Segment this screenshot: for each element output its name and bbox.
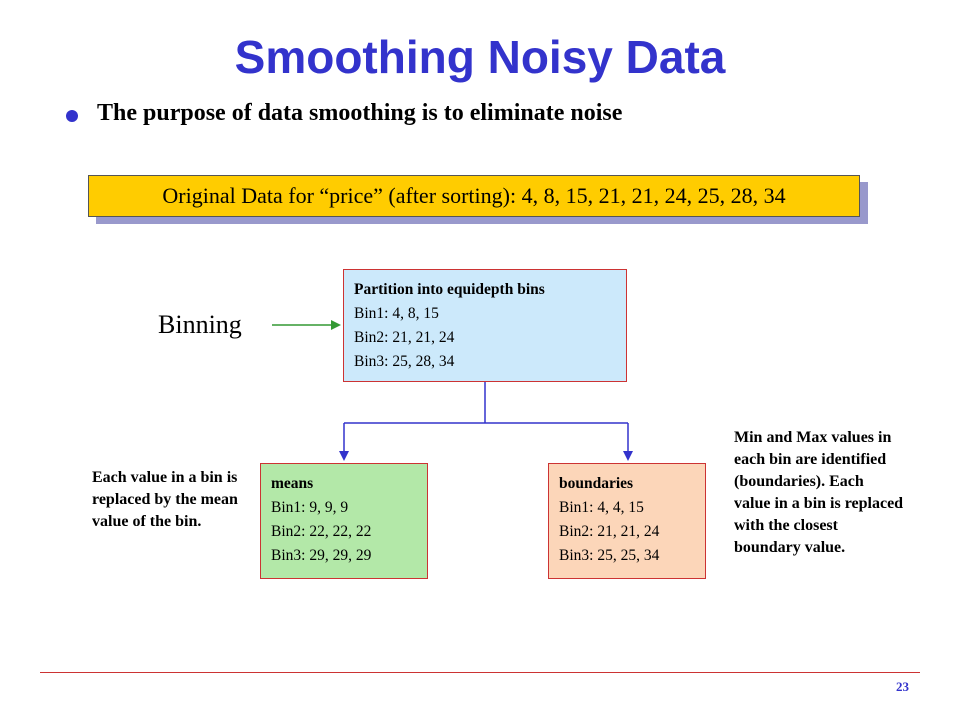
partition-bin1: Bin1: 4, 8, 15 — [354, 305, 439, 322]
means-header: means — [271, 475, 314, 492]
original-data-box: Original Data for “price” (after sorting): 4, 8, 15, 21, 21, 24, 25, 28, 34 — [88, 175, 860, 217]
page-number: 23 — [896, 679, 909, 694]
means-note: Each value in a bin is replaced by the mean value of the bin. — [92, 469, 238, 530]
partition-bin2: Bin2: 21, 21, 24 — [354, 329, 455, 346]
partition-box — [343, 269, 627, 382]
footer-divider — [40, 672, 920, 673]
bullet-text: The purpose of data smoothing is to eliminate noise — [97, 100, 623, 126]
partition-bin3: Bin3: 25, 28, 34 — [354, 353, 455, 370]
boundaries-box — [548, 463, 706, 579]
boundaries-header: boundaries — [559, 475, 634, 492]
slide-title: Smoothing Noisy Data — [234, 31, 726, 83]
partition-header: Partition into equidepth bins — [354, 281, 545, 298]
boundaries-bin1: Bin1: 4, 4, 15 — [559, 499, 644, 516]
means-bin3: Bin3: 29, 29, 29 — [271, 547, 372, 564]
means-box — [260, 463, 428, 579]
means-bin1: Bin1: 9, 9, 9 — [271, 499, 349, 516]
boundaries-bin2: Bin2: 21, 21, 24 — [559, 523, 660, 540]
boundaries-note: Min and Max values in each bin are identified (boundaries). Each value in a bin is replaced with the closest boundary value. — [734, 429, 904, 556]
boundaries-bin3: Bin3: 25, 25, 34 — [559, 547, 660, 564]
binning-label: Binning — [158, 310, 242, 339]
means-bin2: Bin2: 22, 22, 22 — [271, 523, 372, 540]
